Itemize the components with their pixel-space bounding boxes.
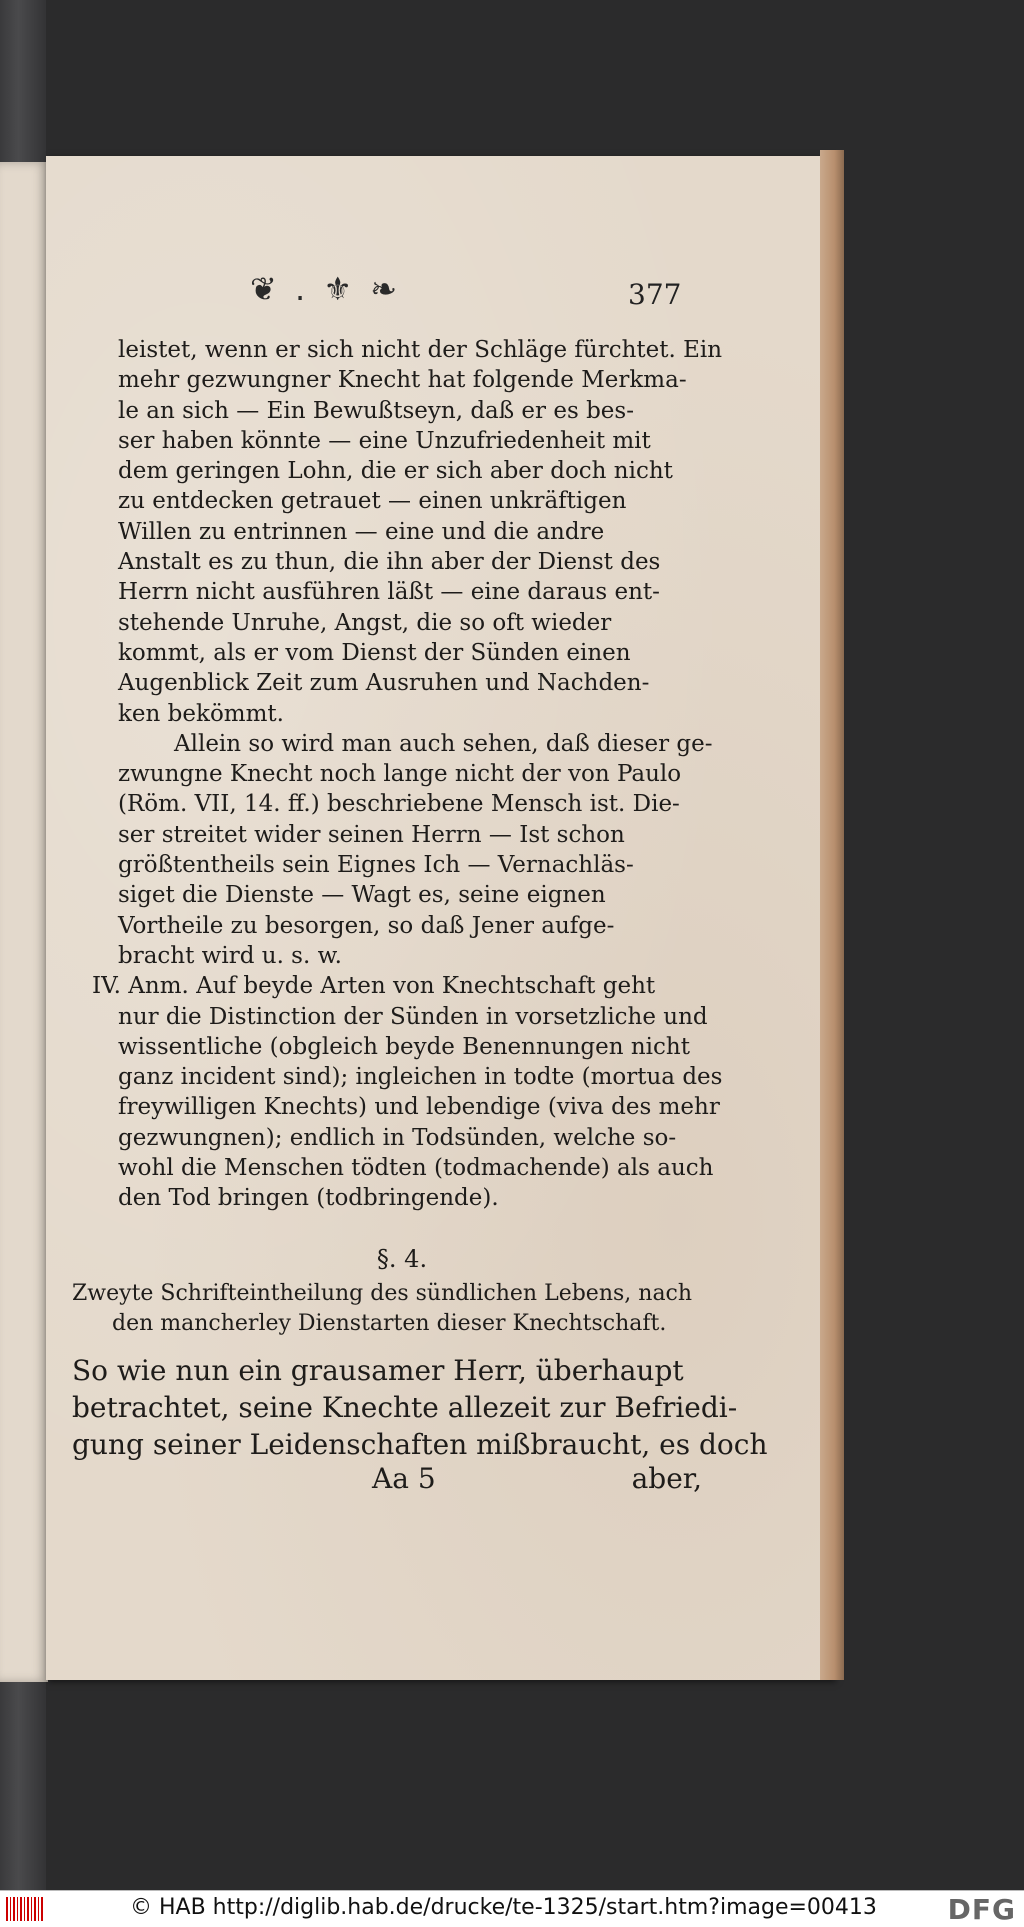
paragraph-2 <box>118 729 713 971</box>
text-line: ganz incident sind); ingleichen in todte (mortua des <box>118 1064 723 1091</box>
section-title-line: den mancherley Dienstarten dieser Knechtschaft. <box>112 1311 667 1336</box>
credit-bar <box>0 1890 1024 1927</box>
page-number: 377 <box>628 278 682 311</box>
text-line: leistet, wenn er sich nicht der Schläge fürchtet. Ein <box>118 337 723 363</box>
text-line: stehende Unruhe, Angst, die so oft wieder <box>118 609 612 636</box>
signature-mark: Aa 5 <box>372 1462 436 1495</box>
paragraph-1 <box>118 335 723 729</box>
section-heading <box>72 1245 702 1339</box>
page-header <box>250 270 690 320</box>
text-line: So wie nun ein grausamer Herr, überhaupt <box>72 1354 684 1387</box>
section-title-line: Zweyte Schrifteintheilung des sündlichen Lebens, nach <box>72 1281 693 1306</box>
text-line: gezwungnen); endlich in Todsünden, welche so- <box>118 1124 677 1151</box>
text-line: zwungne Knecht noch lange nicht der von Paulo <box>118 761 682 788</box>
text-line: Willen zu entrinnen — eine und die andre <box>118 518 605 545</box>
text-line: ser haben könnte — eine Unzufriedenheit mit <box>118 427 651 454</box>
text-line: wohl die Menschen tödten (todmachende) als auch <box>118 1155 714 1182</box>
text-line: Anstalt es zu thun, die ihn aber der Dienst des <box>118 549 661 576</box>
text-line: ser streitet wider seinen Herrn — Ist schon <box>118 821 625 848</box>
section-body <box>72 1352 768 1463</box>
text-line: freywilligen Knechts) und lebendige (viva des mehr <box>118 1094 720 1121</box>
text-line: Herrn nicht ausführen läßt — eine daraus ent- <box>118 579 660 606</box>
text-line: mehr gezwungner Knecht hat folgende Merkma- <box>118 367 687 394</box>
paragraph-3 <box>92 971 723 1213</box>
text-line: bracht wird u. s. w. <box>118 942 342 969</box>
body-text <box>92 335 723 1214</box>
barcode-icon <box>6 1897 44 1921</box>
text-line: IV. Anm. Auf beyde Arten von Knechtschaft geht <box>92 973 656 1000</box>
text-line: Augenblick Zeit zum Ausruhen und Nachden- <box>118 670 650 697</box>
section-number: §. 4. <box>376 1245 428 1273</box>
credit-link[interactable]: © HAB http://diglib.hab.de/drucke/te-1325/start.htm?image=00413 <box>130 1895 877 1920</box>
page-edge-shadow <box>820 150 844 1680</box>
text-line: ken bekömmt. <box>118 700 284 727</box>
catchword: aber, <box>631 1462 702 1495</box>
page-footer <box>72 1462 702 1502</box>
text-line: zu entdecken getrauet — einen unkräftigen <box>118 488 627 515</box>
section-title <box>72 1279 702 1339</box>
text-line: gung seiner Leidenschaften mißbraucht, es doch <box>72 1428 768 1461</box>
text-line: nur die Distinction der Sünden in vorsetzliche und <box>118 1003 708 1030</box>
text-line: siget die Dienste — Wagt es, seine eignen <box>118 882 606 909</box>
text-line: Allein so wird man auch sehen, daß dieser ge- <box>174 730 713 757</box>
text-line: kommt, als er vom Dienst der Sünden einen <box>118 639 631 666</box>
text-line: le an sich — Ein Bewußtseyn, daß er es bes- <box>118 397 634 424</box>
text-line: (Röm. VII, 14. ff.) beschriebene Mensch ist. Die- <box>118 791 680 818</box>
text-line: betrachtet, seine Knechte allezeit zur Befriedi- <box>72 1391 738 1424</box>
previous-page-edge <box>0 162 48 1682</box>
dfg-logo: DFG <box>947 1893 1016 1926</box>
header-ornament: ❦ . ⚜ ❧ <box>250 270 401 308</box>
text-line: den Tod bringen (todbringende). <box>118 1185 499 1212</box>
text-line: dem geringen Lohn, die er sich aber doch nicht <box>118 458 673 485</box>
text-line: größtentheils sein Eignes Ich — Vernachläs- <box>118 852 634 879</box>
text-line: Vortheile zu besorgen, so daß Jener aufge- <box>118 912 615 939</box>
text-line: wissentliche (obgleich beyde Benennungen nicht <box>118 1033 690 1060</box>
